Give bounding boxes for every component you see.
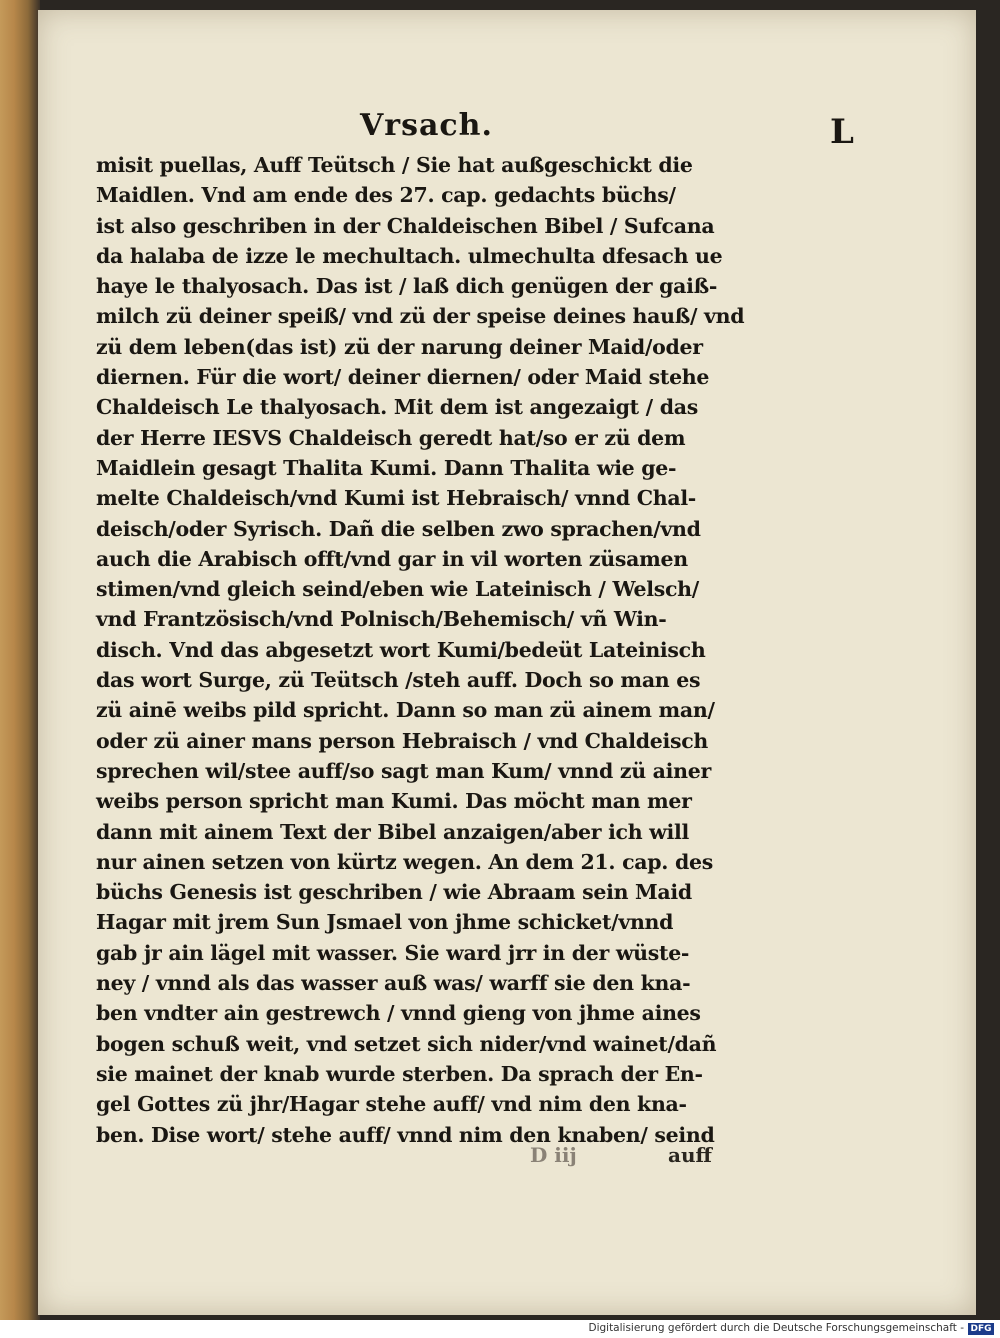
book-edge — [0, 0, 40, 1320]
text-line: disch. Vnd das abgesetzt wort Kumi/bedeüt Lateinisch — [96, 637, 706, 662]
text-line: Hagar mit jrem Sun Jsmael von jhme schicket/vnnd — [96, 910, 674, 935]
text-line: deisch/oder Syrisch. Dañ die selben zwo sprachen/vnd — [96, 516, 701, 541]
text-line: Maidlen. Vnd am ende des 27. cap. gedachts büchs/ — [96, 183, 676, 208]
funding-credit: Digitalisierung gefördert durch die Deutsche Forschungsgemeinschaft - — [588, 1322, 964, 1334]
text-line: sie mainet der knab wurde sterben. Da sprach der En- — [96, 1061, 703, 1086]
text-line: nur ainen setzen von kürtz wegen. An dem 21. cap. des — [96, 849, 713, 874]
text-line: büchs Genesis ist geschriben / wie Abraam sein Maid — [96, 880, 692, 905]
catchword: auff — [668, 1143, 712, 1167]
text-line: der Herre IESVS Chaldeisch geredt hat/so er zü dem — [96, 425, 686, 450]
text-line: dann mit ainem Text der Bibel anzaigen/aber ich will — [96, 819, 689, 844]
text-line: stimen/vnd gleich seind/eben wie Lateinisch / Welsch/ — [96, 577, 699, 602]
text-line: sprechen wil/stee auff/so sagt man Kum/ vnnd zü ainer — [96, 758, 711, 783]
text-line: melte Chaldeisch/vnd Kumi ist Hebraisch/ vnnd Chal- — [96, 486, 697, 511]
text-line: ben vndter ain gestrewch / vnnd gieng von jhme aines — [96, 1001, 701, 1026]
text-line: oder zü ainer mans person Hebraisch / vnd Chaldeisch — [96, 728, 708, 753]
text-line: milch zü deiner speiß/ vnd zü der speise deines hauß/ vnd — [96, 304, 745, 329]
footer-bar — [0, 1320, 1000, 1338]
text-line: auch die Arabisch offt/vnd gar in vil worten züsamen — [96, 546, 688, 571]
text-block — [96, 150, 745, 1150]
text-line: Maidlein gesagt Thalita Kumi. Dann Thalita wie ge- — [96, 455, 677, 480]
text-line: misit puellas, Auff Teütsch / Sie hat außgeschickt die — [96, 153, 693, 177]
text-line: ben. Dise wort/ stehe auff/ vnnd nim den knaben/ seind — [96, 1122, 715, 1147]
text-line: da halaba de izze le mechultach. ulmechulta dfesach ue — [96, 243, 723, 268]
running-head: Vrsach. — [360, 108, 493, 143]
text-line: das wort Surge, zü Teütsch /steh auff. Doch so man es — [96, 668, 701, 693]
signature-mark: D iij — [530, 1143, 577, 1167]
text-line: gel Gottes zü jhr/Hagar stehe auff/ vnd nim den kna- — [96, 1092, 687, 1117]
text-line: Chaldeisch Le thalyosach. Mit dem ist angezaigt / das — [96, 395, 698, 420]
text-line: ist also geschriben in der Chaldeischen Bibel / Sufcana — [96, 213, 715, 238]
text-line: vnd Frantzösisch/vnd Polnisch/Behemisch/ vñ Win- — [96, 607, 667, 632]
text-line: ney / vnnd als das wasser auß was/ warff sie den kna- — [96, 971, 691, 996]
text-line: gab jr ain lägel mit wasser. Sie ward jrr in der wüste- — [96, 940, 690, 965]
text-line: zü dem leben(das ist) zü der narung deiner Maid/oder — [96, 334, 703, 359]
text-line: weibs person spricht man Kumi. Das möcht man mer — [96, 789, 692, 814]
text-line: zü ainē weibs pild spricht. Dann so man zü ainem man/ — [96, 698, 715, 723]
dfg-logo-icon: DFG — [968, 1323, 994, 1335]
text-line: bogen schuß weit, vnd setzet sich nider/vnd wainet/dañ — [96, 1031, 717, 1056]
folio-number: L — [830, 112, 854, 152]
text-line: diernen. Für die wort/ deiner diernen/ oder Maid stehe — [96, 365, 710, 390]
text-line: haye le thalyosach. Das ist / laß dich genügen der gaiß- — [96, 274, 718, 299]
